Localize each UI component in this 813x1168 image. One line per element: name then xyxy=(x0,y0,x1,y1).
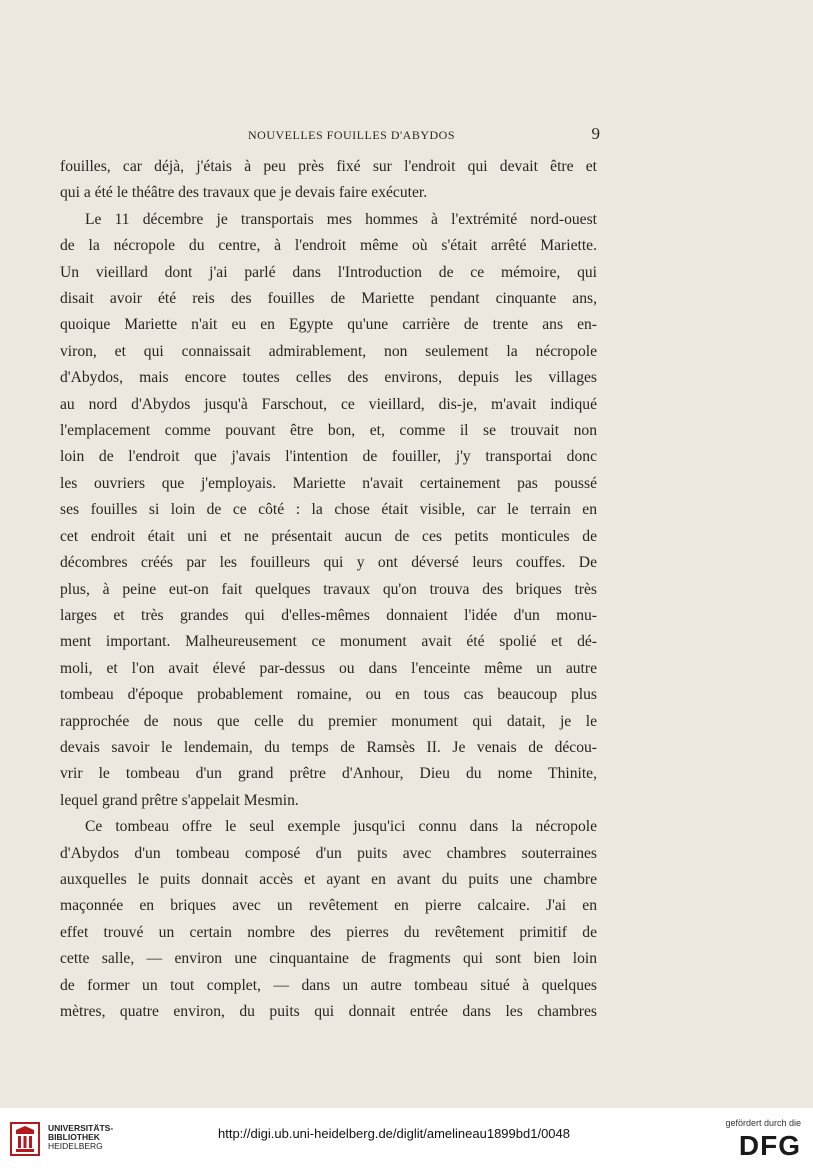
text-line: de la nécropole du centre, à l'endroit même où s'était arrêté Mariette. xyxy=(60,237,597,255)
text-line: effet trouvé un certain nombre des pierres du revêtement primitif de xyxy=(60,923,597,941)
text-line: maçonnée en briques avec un revêtement en pierre calcaire. J'ai en xyxy=(60,897,597,915)
text-line: d'Abydos d'un tombeau composé d'un puits avec chambres souterraines xyxy=(60,844,597,862)
text-line: qui a été le théâtre des travaux que je devais faire exécuter. xyxy=(60,184,428,202)
body-text xyxy=(60,154,597,1025)
text-line: lequel grand prêtre s'appelait Mesmin. xyxy=(60,791,299,809)
library-name-line: UNIVERSITÄTS- xyxy=(48,1123,114,1133)
text-line: fouilles, car déjà, j'étais à peu près fixé sur l'endroit qui devait être et xyxy=(60,158,597,175)
text-line: rapprochée de nous que celle du premier monument qui datait, je le xyxy=(60,712,597,730)
text-line: au nord d'Abydos jusqu'à Farschout, ce vieillard, dis-je, m'avait indiqué xyxy=(60,395,597,413)
text-line: Ce tombeau offre le seul exemple jusqu'ici connu dans la nécropole xyxy=(85,818,597,836)
text-line: cette salle, — environ une cinquantaine de fragments qui sont bien loin xyxy=(60,950,597,968)
text-line: Un vieillard dont j'ai parlé dans l'Introduction de ce mémoire, qui xyxy=(60,263,597,281)
funded-by-label: gefördert durch die xyxy=(725,1118,801,1128)
page-number: 9 xyxy=(591,124,600,143)
text-line: l'emplacement comme pouvant être bon, et, comme il se trouvait non xyxy=(60,422,597,440)
text-line: plus, à peine eut-on fait quelques travaux qu'on trouva des briques très xyxy=(60,580,597,598)
library-name-line: HEIDELBERG xyxy=(48,1141,103,1151)
university-library-logo-icon xyxy=(10,1122,40,1156)
text-line: moli, et l'on avait élevé par-dessus ou dans l'enceinte même un autre xyxy=(60,659,597,677)
text-line: quoique Mariette n'ait eu en Egypte qu'une carrière de trente ans en- xyxy=(60,316,597,334)
text-line: d'Abydos, mais encore toutes celles des environs, depuis les villages xyxy=(60,369,597,387)
text-line: vrir le tombeau d'un grand prêtre d'Anhour, Dieu du nome Thinite, xyxy=(60,765,597,783)
permalink-url[interactable]: http://digi.ub.uni-heidelberg.de/diglit/amelineau1899bd1/0048 xyxy=(218,1126,570,1141)
text-line: les ouvriers que j'employais. Mariette n'avait certainement pas poussé xyxy=(60,474,597,492)
running-title: NOUVELLES FOUILLES D'ABYDOS xyxy=(248,128,455,142)
text-line: auxquelles le puits donnait accès et ayant en avant du puits une chambre xyxy=(60,870,597,888)
dfg-logo: DFG xyxy=(738,1130,801,1161)
text-line: viron, et qui connaissait admirablement, non seulement la nécropole xyxy=(60,342,597,360)
text-line: cet endroit était uni et ne présentait aucun de ces petits monticules de xyxy=(60,527,597,545)
text-line: ment important. Malheureusement ce monument avait été spolié et dé- xyxy=(60,633,597,651)
text-line: larges et très grandes qui d'elles-mêmes donnaient l'idée d'un monu- xyxy=(60,606,597,624)
text-line: décombres créés par les fouilleurs qui y ont déversé leurs couffes. De xyxy=(60,554,597,572)
text-line: ses fouilles si loin de ce côté : la chose était visible, car le terrain en xyxy=(60,501,597,519)
digitization-footer xyxy=(0,1108,813,1168)
library-name-line: BIBLIOTHEK xyxy=(48,1132,100,1142)
text-line: tombeau d'époque probablement romaine, ou en tous cas beaucoup plus xyxy=(60,686,597,704)
text-line: mètres, quatre environ, du puits qui donnait entrée dans les chambres xyxy=(60,1003,597,1020)
text-line: Le 11 décembre je transportais mes hommes à l'extrémité nord-ouest xyxy=(85,210,597,228)
text-line: loin de l'endroit que j'avais l'intention de fouiller, j'y transportai donc xyxy=(60,448,597,466)
text-line: disait avoir été reis des fouilles de Mariette pendant cinquante ans, xyxy=(60,290,597,308)
text-line: de former un tout complet, — dans un autre tombeau situé à quelques xyxy=(60,976,597,994)
running-head xyxy=(60,126,600,150)
text-line: devais savoir le lendemain, du temps de Ramsès II. Je venais de décou- xyxy=(60,738,597,756)
library-name xyxy=(48,1124,113,1151)
